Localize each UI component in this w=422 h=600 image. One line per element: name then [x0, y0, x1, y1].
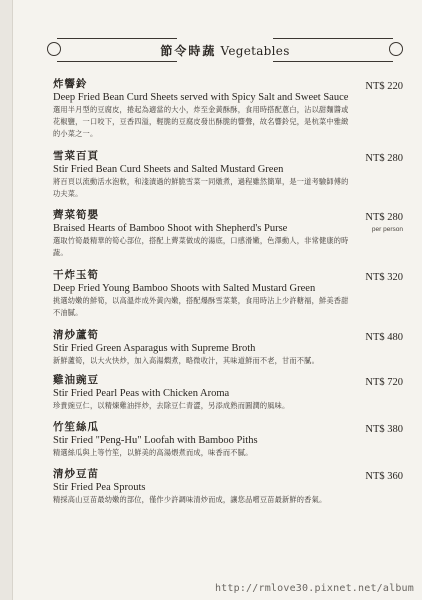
- section-title: [154, 42, 295, 59]
- dish-name-en: Stir Fried "Peng-Hu" Loofah with Bamboo Piths: [53, 435, 258, 446]
- dish-description: 精選絲瓜與上等竹笙，以鮮美的高湯煨煮而成，味香而不膩。: [53, 448, 253, 457]
- dish-description: 選取竹筍最精華的筍心部位，搭配上薺菜做成的湯底，口感滑嫩，色澤動人，非常健康的時蔬。: [53, 236, 349, 257]
- dish-description: 新鮮蘆筍，以大火快炒，加入高湯燜煮，略微收汁，其味道鮮而不老，甘而不膩。: [53, 356, 319, 365]
- dish-price: NT$ 380: [365, 424, 403, 435]
- dish-price: NT$ 280: [365, 212, 403, 223]
- dish-name-zh: 炸響鈴: [53, 78, 88, 90]
- dish-description: 精採高山豆苗最幼嫩的部位，僅作少許調味清炒而成，讓您品嚐豆苗最新鮮的香氣。: [53, 495, 327, 504]
- header-ornament-right: [389, 42, 403, 56]
- dish-name-zh: 薺菜筍嬰: [53, 209, 99, 221]
- dish-name-zh: 干炸玉筍: [53, 269, 99, 281]
- section-title-en: Vegetables: [220, 43, 290, 58]
- section-title-zh: 節令時蔬: [160, 43, 217, 58]
- dish-description: 珍貴豌豆仁，以精煉雞油拌炒，去除豆仁青澀，另添成熟而圓潤的風味。: [53, 401, 290, 410]
- dish-item: [53, 374, 403, 421]
- dish-price: NT$ 360: [365, 471, 403, 482]
- dish-name-en: Stir Fried Green Asparagus with Supreme Broth: [53, 343, 256, 354]
- dish-name-en: Braised Hearts of Bamboo Shoot with Shepherd's Purse: [53, 223, 288, 234]
- dish-item: [53, 269, 403, 329]
- dish-list: [53, 78, 403, 513]
- dish-description: 將百頁以流動活水泡軟，和淺漬過的鮮脆雪菜一同燉煮，過程雖然簡單，是一道考驗師傅的功夫菜。: [53, 177, 349, 198]
- dish-name-zh: 清炒蘆筍: [53, 329, 99, 341]
- dish-item: [53, 78, 403, 150]
- dish-name-en: Stir Fried Pea Sprouts: [53, 482, 146, 493]
- dish-price: NT$ 480: [365, 332, 403, 343]
- dish-item: [53, 209, 403, 269]
- dish-price: NT$ 220: [365, 81, 403, 92]
- watermark-url: http://rmlove30.pixnet.net/album: [214, 583, 414, 594]
- dish-item: [53, 329, 403, 374]
- dish-name-en: Deep Fried Bean Curd Sheets served with Spicy Salt and Sweet Sauce: [53, 92, 349, 103]
- price-note: per person: [371, 226, 403, 233]
- menu-page: [12, 0, 422, 600]
- dish-description: 挑選幼嫩的鮮筍，以高溫炸成外黃內嫩，搭配爆酥雪菜葉，食用時沾上少許糖福，鮮美香甜不油膩。: [53, 296, 349, 317]
- dish-name-zh: 雞油豌豆: [53, 374, 99, 386]
- dish-name-en: Deep Fried Young Bamboo Shoots with Salted Mustard Green: [53, 283, 316, 294]
- dish-description: 選用半月型的豆腐皮，捲起為適當的大小，炸至金黃酥酥，食用時搭配蔥白，沾以甜麵醬或花椒鹽，一口咬下，豆香四溢，輕脆的豆腐皮發出酥脆的響聲，故名響鈴兒，是杭菜中雅緻的小菜之一。: [53, 105, 349, 138]
- dish-price: NT$ 280: [365, 153, 403, 164]
- dish-name-zh: 雪菜百頁: [53, 150, 99, 162]
- dish-name-zh: 竹笙絲瓜: [53, 421, 99, 433]
- section-header: [47, 38, 403, 62]
- dish-price: NT$ 320: [365, 272, 403, 283]
- dish-name-en: Stir Fried Bean Curd Sheets and Salted Mustard Green: [53, 164, 284, 175]
- dish-price: NT$ 720: [365, 377, 403, 388]
- dish-name-en: Stir Fried Pearl Peas with Chicken Aroma: [53, 388, 230, 399]
- header-ornament-left: [47, 42, 61, 56]
- dish-name-zh: 清炒豆苗: [53, 468, 99, 480]
- dish-item: [53, 421, 403, 468]
- dish-item: [53, 150, 403, 209]
- dish-item: [53, 468, 403, 513]
